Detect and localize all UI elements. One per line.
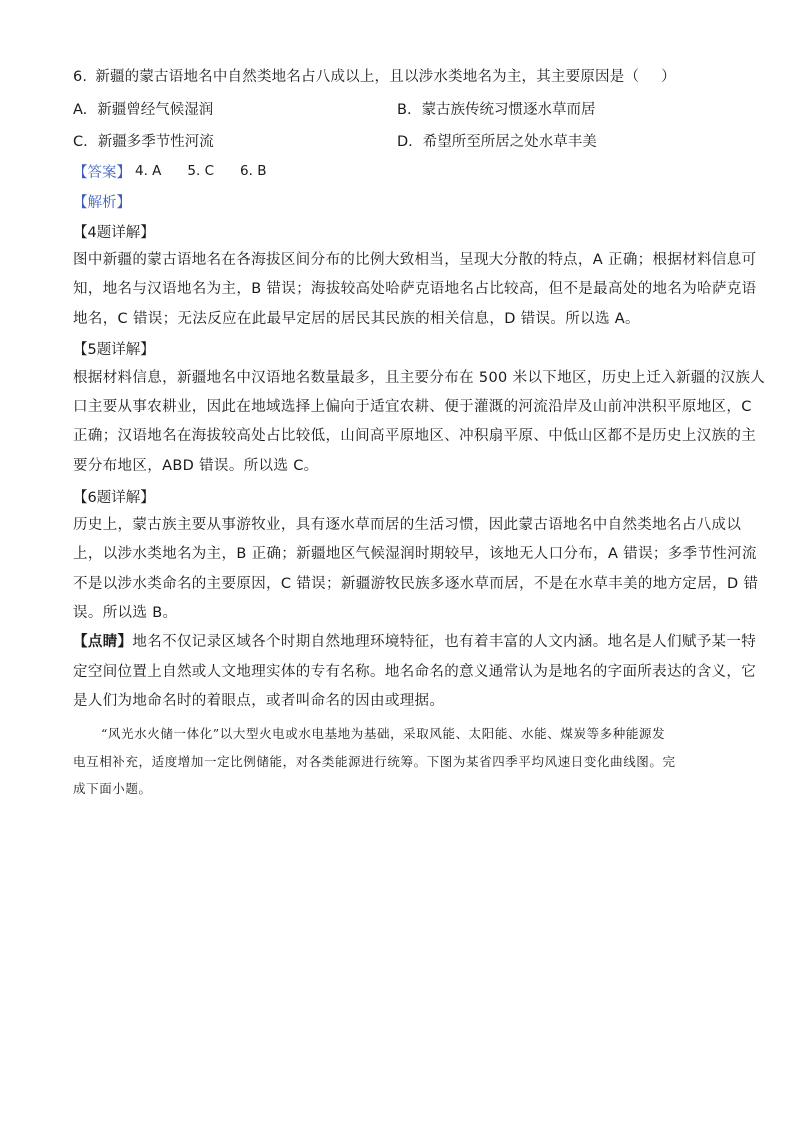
- text-line: 历史上，蒙古族主要从事游牧业，具有逐水草而居的生活习惯，因此蒙古语地名中自然类地名占八成以: [73, 517, 742, 534]
- answer-label: 【答案】: [73, 164, 131, 181]
- text-line: 知，地名与汉语地名为主，B 错误；海拔较高处哈萨克语地名占比较高，但不是最高处的地名为哈萨克语: [73, 281, 757, 298]
- text-line: 图中新疆的蒙古语地名在各海拔区间分布的比例大致相当，呈现大分散的特点，A 正确；根据材料信息可: [73, 252, 757, 268]
- option-b: [397, 98, 596, 119]
- text-line: 【点睛】地名不仅记录区域各个时期自然地理环境特征，也有着丰富的人文内涵。地名是人们赋予某一特: [73, 634, 757, 651]
- options-row-2: [73, 124, 725, 156]
- question-text: 新疆的蒙古语地名中自然类地名占八成以上，且以涉水类地名为主，其主要原因是（: [95, 68, 640, 85]
- analysis-label: 【解析】: [73, 194, 131, 211]
- option-d: [397, 130, 597, 151]
- document-page: [73, 62, 766, 803]
- answer-item: 5. C: [187, 163, 215, 179]
- section-heading-5: 【5题详解】: [73, 342, 155, 359]
- option-c: [73, 130, 397, 151]
- section-heading-4: 【4题详解】: [73, 224, 155, 241]
- option-letter: C.: [73, 133, 88, 150]
- option-letter: A.: [73, 101, 88, 118]
- text-line: 口主要从事农耕业，因此在地域选择上偏向于适宜农耕、便于灌溉的河流沿岸及山前冲洪积平原地区，C: [73, 399, 752, 416]
- option-text: 新疆多季节性河流: [97, 133, 214, 150]
- option-text: 希望所至所居之处水草丰美: [422, 133, 597, 150]
- text-line: 要分布地区，ABD 错误。所以选 C。: [73, 457, 319, 474]
- question-paren-close: ）: [661, 68, 676, 85]
- section-heading-6: 【6题详解】: [73, 489, 155, 506]
- answer-item: 6. B: [240, 163, 267, 179]
- question-number: 6.: [73, 68, 88, 85]
- text-line: “风光水火储一体化”以大型火电或水电基地为基础，采取风能、太阳能、水能、煤炭等多种能源发: [101, 726, 666, 742]
- text-line: 定空间位置上自然或人文地理实体的专有名称。地名命名的意义通常认为是地名的字面所表达的含义，它: [73, 663, 757, 680]
- key-point-label: 【点睛】: [73, 634, 133, 651]
- answer-item: 4. A: [135, 163, 162, 179]
- option-text: 蒙古族传统习惯逐水草而居: [421, 101, 596, 118]
- section-body-4: [73, 246, 757, 334]
- question-6: [73, 62, 725, 92]
- text-line: 根据材料信息，新疆地名中汉语地名数量最多，且主要分布在 500 米以下地区，历史上迁入新疆的汉族人: [73, 369, 766, 386]
- text-line: 电互相补充，适度增加一定比例储能，对各类能源进行统筹。下图为某省四季平均风速日变化曲线图。完: [73, 753, 676, 769]
- text-line: 地名，C 错误；无法反应在此最早定居的居民其民族的相关信息，D 错误。所以选 A。: [73, 310, 640, 327]
- option-a: [73, 98, 397, 119]
- option-letter: D.: [397, 133, 413, 150]
- text-line: 正确；汉语地名在海拔较高处占比较低，山间高平原地区、冲积扇平原、中低山区都不是历史上汉族的主: [73, 428, 757, 445]
- answer-line: [73, 156, 725, 186]
- text-line: 是人们为地命名时的着眼点，或者叫命名的因由或理据。: [73, 692, 445, 709]
- section-body-5: [73, 364, 766, 481]
- next-question-intro: [73, 720, 725, 803]
- key-point: [73, 628, 757, 716]
- text-line: 误。所以选 B。: [73, 604, 178, 621]
- section-body-6: [73, 511, 759, 628]
- text-line: 不是以涉水类命名的主要原因，C 错误；新疆游牧民族多逐水草而居，不是在水草丰美的地方定居，D 错: [73, 575, 759, 592]
- text-line: 成下面小题。: [73, 781, 152, 797]
- options-row-1: [73, 92, 725, 124]
- option-text: 新疆曾经气候湿润: [97, 101, 214, 118]
- option-letter: B.: [397, 101, 412, 118]
- text-line: 上，以涉水类地名为主，B 正确；新疆地区气候湿润时期较早，该地无人口分布，A 错误；多季节性河流: [73, 546, 757, 563]
